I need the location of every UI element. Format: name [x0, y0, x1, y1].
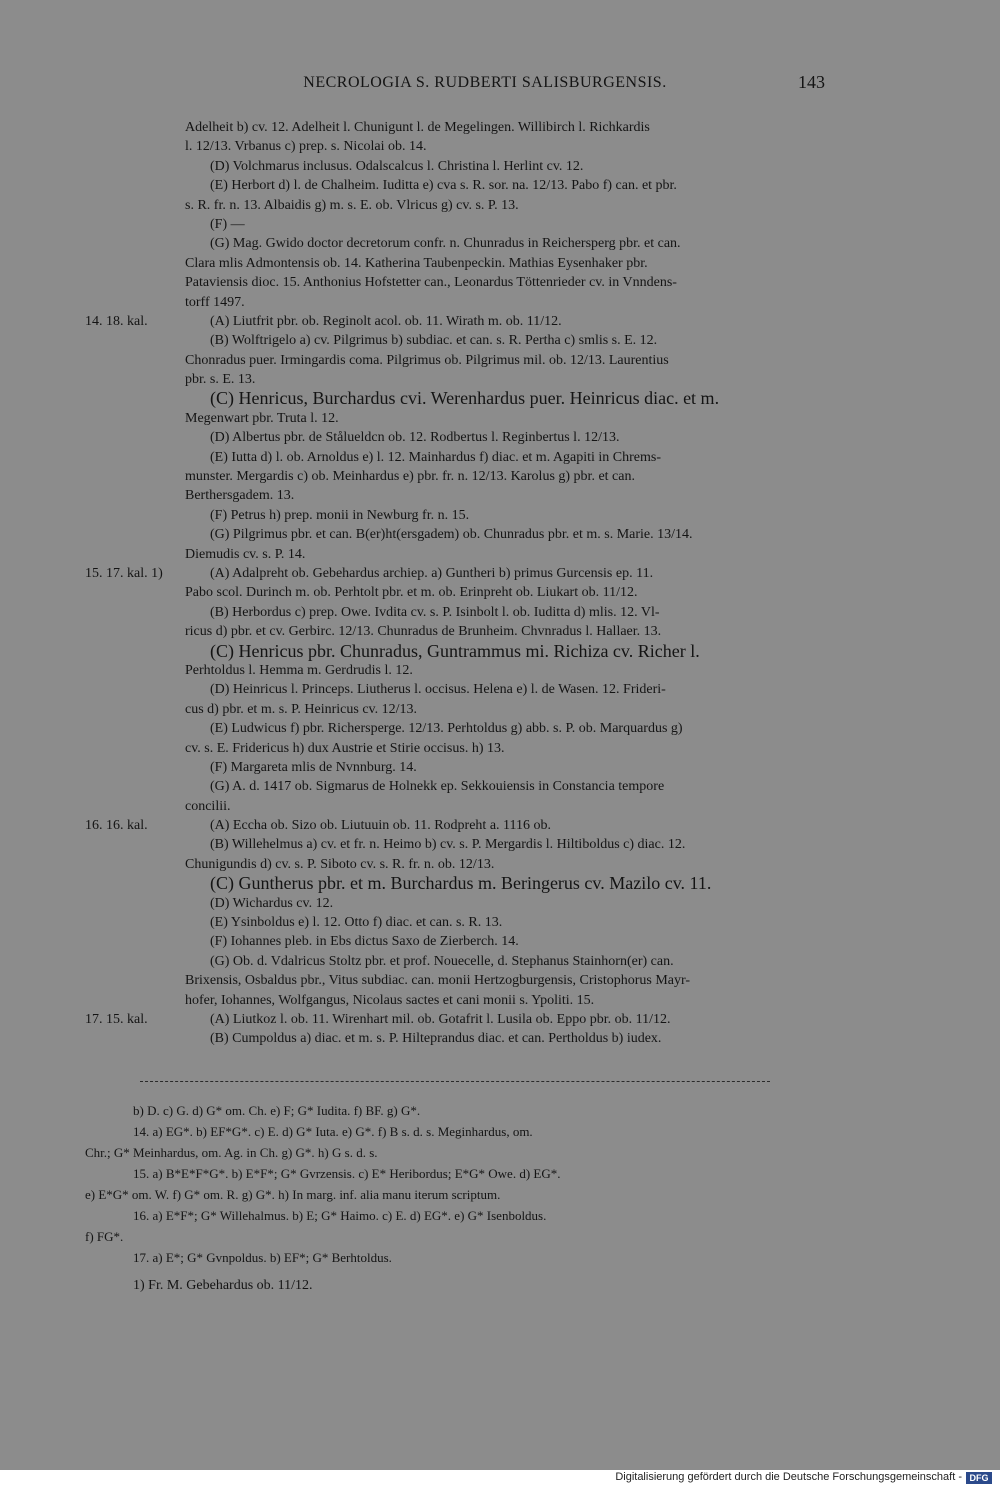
entry-line	[85, 952, 835, 971]
entry-text: (F) Iohannes pleb. in Ebs dictus Saxo de Zierberch. 14.	[210, 934, 519, 950]
entry-text: (G) Ob. d. Vdalricus Stoltz pbr. et prof. Nouecelle, d. Stephanus Stainhorn(er) can.	[210, 953, 674, 969]
entry-text: (E) Herbort d) l. de Chalheim. Iuditta e) cva s. R. sor. na. 12/13. Pabo f) can. et pbr.	[210, 178, 677, 194]
digitization-footer	[0, 1470, 1000, 1486]
entry-text: (A) Liutkoz l. ob. 11. Wirenhart mil. ob. Gotafrit l. Lusila ob. Eppo pbr. ob. 11/12.	[210, 1011, 671, 1027]
date-label: 16. 16. kal.	[85, 818, 148, 834]
footer-credit: Digitalisierung gefördert durch die Deutsche Forschungsgemeinschaft -	[615, 1471, 962, 1483]
entry-text: (E) Ysinboldus e) l. 12. Otto f) diac. et can. s. R. 13.	[210, 915, 503, 931]
entry-text: (B) Wolftrigelo a) cv. Pilgrimus b) subdiac. et can. s. R. Pertha c) smlis s. E. 12.	[210, 333, 658, 349]
apparatus-line: 16. a) E*F*; G* Willehalmus. b) E; G* Haimo. c) E. d) EG*. e) G* Isenboldus.	[133, 1208, 547, 1223]
running-title: NECROLOGIA S. RUDBERTI SALISBURGENSIS.	[303, 74, 667, 91]
entry-line	[85, 622, 835, 641]
apparatus-line: f) FG*.	[85, 1229, 124, 1244]
entry-text: (E) Ludwicus f) pbr. Richersperge. 12/13. Perhtoldus g) abb. s. P. ob. Marquardus g)	[210, 721, 683, 737]
entry-text: (D) Albertus pbr. de Stålueldcn ob. 12. Rodbertus l. Reginbertus l. 12/13.	[210, 430, 620, 446]
entry-text: (C) Henricus pbr. Chunradus, Guntrammus mi. Richiza cv. Richer l.	[210, 641, 700, 661]
necrology-entries	[85, 118, 835, 1049]
entry-line	[85, 137, 835, 156]
entry-text: (G) A. d. 1417 ob. Sigmarus de Holnekk ep. Sekkouiensis in Constancia tempore	[210, 779, 665, 795]
entry-line	[85, 1029, 835, 1048]
entry-text: (C) Henricus, Burchardus cvi. Werenhardus puer. Heinricus diac. et m.	[210, 389, 720, 409]
entry-text: (A) Liutfrit pbr. ob. Reginolt acol. ob. 11. Wirath m. ob. 11/12.	[210, 313, 562, 329]
entry-line	[85, 409, 835, 428]
entry-line	[85, 525, 835, 544]
entry-text: (F) —	[210, 216, 245, 232]
entry-line	[85, 797, 835, 816]
entry-line	[85, 273, 835, 292]
entry-text: ricus d) pbr. et cv. Gerbirc. 12/13. Chunradus de Brunheim. Chvnradus l. Hallaer. 13.	[185, 624, 662, 640]
entry-line	[85, 874, 835, 893]
entry-line	[85, 777, 835, 796]
entry-line	[85, 448, 835, 467]
entry-text: Pabo scol. Durinch m. ob. Perhtolt pbr. et m. ob. Erinpreht ob. Liukart ob. 11/12.	[185, 585, 638, 601]
entry-text: (E) Iutta d) l. ob. Arnoldus e) l. 12. Mainhardus f) diac. et m. Agapiti in Chrems-	[210, 449, 662, 465]
entry-line	[85, 215, 835, 234]
entry-text: cv. s. E. Fridericus h) dux Austrie et Stirie occisus. h) 13.	[185, 740, 505, 756]
entry-text: (A) Adalpreht ob. Gebehardus archiep. a) Guntheri b) primus Gurcensis ep. 11.	[210, 565, 654, 581]
entry-line	[85, 719, 835, 738]
entry-line	[85, 642, 835, 661]
entry-line	[85, 331, 835, 350]
entry-line	[85, 351, 835, 370]
entry-text: Diemudis cv. s. P. 14.	[185, 546, 306, 562]
entry-text: hofer, Iohannes, Wolfgangus, Nicolaus sactes et cani monii s. Ypoliti. 15.	[185, 992, 595, 1008]
entry-line	[85, 816, 835, 835]
entry-line	[85, 196, 835, 215]
entry-line	[85, 758, 835, 777]
entry-line	[85, 467, 835, 486]
entry-line	[85, 583, 835, 602]
footnote: 1) Fr. M. Gebehardus ob. 11/12.	[133, 1278, 313, 1293]
entry-line	[85, 234, 835, 253]
entry-line	[85, 991, 835, 1010]
entry-text: (G) Pilgrimus pbr. et can. B(er)ht(ersgadem) ob. Chunradus pbr. et m. s. Marie. 13/14.	[210, 527, 693, 543]
apparatus-line: 14. a) EG*. b) EF*G*. c) E. d) G* Iuta. e) G*. f) B s. d. s. Meginhardus, om.	[133, 1124, 533, 1139]
entry-line	[85, 855, 835, 874]
entry-text: Berthersgadem. 13.	[185, 488, 295, 504]
entry-text: (B) Herbordus c) prep. Owe. Ivdita cv. s. P. Isinbolt l. ob. Iuditta d) mlis. 12. Vl-	[210, 604, 660, 620]
entry-text: (F) Petrus h) prep. monii in Newburg fr. n. 15.	[210, 507, 470, 523]
entry-line	[85, 1010, 835, 1029]
entry-line	[85, 293, 835, 312]
entry-line	[85, 506, 835, 525]
entry-text: concilii.	[185, 798, 231, 814]
entry-line	[85, 389, 835, 408]
apparatus-line: Chr.; G* Meinhardus, om. Ag. in Ch. g) G*. h) G s. d. s.	[85, 1145, 378, 1160]
entry-line	[85, 176, 835, 195]
entry-line	[85, 700, 835, 719]
entry-text: Adelheit b) cv. 12. Adelheit l. Chunigunt l. de Megelingen. Willibirch l. Richkardis	[185, 120, 650, 135]
entry-text: (B) Willehelmus a) cv. et fr. n. Heimo b) cv. s. P. Mergardis l. Hiltiboldus c) diac. 12.	[210, 837, 686, 853]
entry-text: munster. Mergardis c) ob. Meinhardus e) pbr. fr. n. 12/13. Karolus g) pbr. et can.	[185, 469, 635, 485]
apparatus-line: b) D. c) G. d) G* om. Ch. e) F; G* Iudita. f) BF. g) G*.	[133, 1103, 421, 1118]
entry-text: Chunigundis d) cv. s. P. Siboto cv. s. R. fr. n. ob. 12/13.	[185, 856, 495, 872]
dfg-logo: DFG	[966, 1472, 992, 1484]
apparatus-line: e) E*G* om. W. f) G* om. R. g) G*. h) In marg. inf. alia manu iterum scriptum.	[85, 1187, 501, 1202]
entry-text: (D) Volchmarus inclusus. Odalscalcus l. Christina l. Herlint cv. 12.	[210, 158, 584, 174]
entry-line	[85, 545, 835, 564]
entry-text: pbr. s. E. 13.	[185, 372, 256, 388]
entry-text: torff 1497.	[185, 294, 245, 310]
apparatus-line: 15. a) B*E*F*G*. b) E*F*; G* Gvrzensis. c) E* Heribordus; E*G* Owe. d) EG*.	[133, 1166, 561, 1181]
date-label: 15. 17. kal. 1)	[85, 565, 163, 581]
entry-line	[85, 661, 835, 680]
entry-text: Clara mlis Admontensis ob. 14. Katherina Taubenpeckin. Mathias Eysenhaker pbr.	[185, 255, 648, 271]
entry-text: Brixensis, Osbaldus pbr., Vitus subdiac. can. monii Hertzogburgensis, Cristophorus Mayr-	[185, 973, 691, 989]
entry-line	[85, 564, 835, 583]
entry-text: (A) Eccha ob. Sizo ob. Liutuuin ob. 11. Rodpreht a. 1116 ob.	[210, 818, 551, 834]
entry-text: (D) Heinricus l. Princeps. Liutherus l. occisus. Helena e) l. de Wasen. 12. Frideri-	[210, 682, 666, 698]
entry-text: (G) Mag. Gwido doctor decretorum confr. n. Chunradus in Reichersperg pbr. et can.	[210, 236, 681, 252]
entry-text: Pataviensis dioc. 15. Anthonius Hofstetter can., Leonardus Töttenrieder cv. in Vnndens-	[185, 275, 677, 291]
entry-text: cus d) pbr. et m. s. P. Heinricus cv. 12/13.	[185, 701, 418, 717]
entry-line	[85, 932, 835, 951]
entry-text: s. R. fr. n. 13. Albaidis g) m. s. E. ob. Vlricus g) cv. s. P. 13.	[185, 197, 519, 213]
page-header	[0, 70, 1000, 100]
entry-line	[85, 835, 835, 854]
entry-line	[85, 971, 835, 990]
entry-text: (C) Guntherus pbr. et m. Burchardus m. Beringerus cv. Mazilo cv. 11.	[210, 874, 712, 894]
entry-line	[85, 486, 835, 505]
entry-line	[85, 428, 835, 447]
entry-text: (F) Margareta mlis de Nvnnburg. 14.	[210, 759, 417, 775]
footnote-separator-rule	[140, 1081, 770, 1082]
entry-text: (D) Wichardus cv. 12.	[210, 895, 334, 911]
entry-text: Perhtoldus l. Hemma m. Gerdrudis l. 12.	[185, 662, 413, 678]
entry-text: Chonradus puer. Irmingardis coma. Pilgrimus ob. Pilgrimus mil. ob. 12/13. Laurentius	[185, 352, 669, 368]
page-number: 143	[798, 72, 825, 92]
entry-line	[85, 157, 835, 176]
date-label: 17. 15. kal.	[85, 1011, 148, 1027]
entry-line	[85, 913, 835, 932]
entry-text: l. 12/13. Vrbanus c) prep. s. Nicolai ob. 14.	[185, 139, 427, 155]
entry-text: Megenwart pbr. Truta l. 12.	[185, 410, 339, 426]
entry-line	[85, 312, 835, 331]
entry-line	[85, 603, 835, 622]
entry-text: (B) Cumpoldus a) diac. et m. s. P. Hilteprandus diac. et can. Pertholdus b) iudex.	[210, 1031, 662, 1047]
entry-line	[85, 254, 835, 273]
entry-line	[85, 739, 835, 758]
entry-line	[85, 118, 835, 137]
date-label: 14. 18. kal.	[85, 313, 148, 329]
entry-line	[85, 894, 835, 913]
entry-line	[85, 680, 835, 699]
critical-apparatus	[85, 1100, 845, 1268]
entry-line	[85, 370, 835, 389]
apparatus-line: 17. a) E*; G* Gvnpoldus. b) EF*; G* Berhtoldus.	[133, 1250, 392, 1265]
